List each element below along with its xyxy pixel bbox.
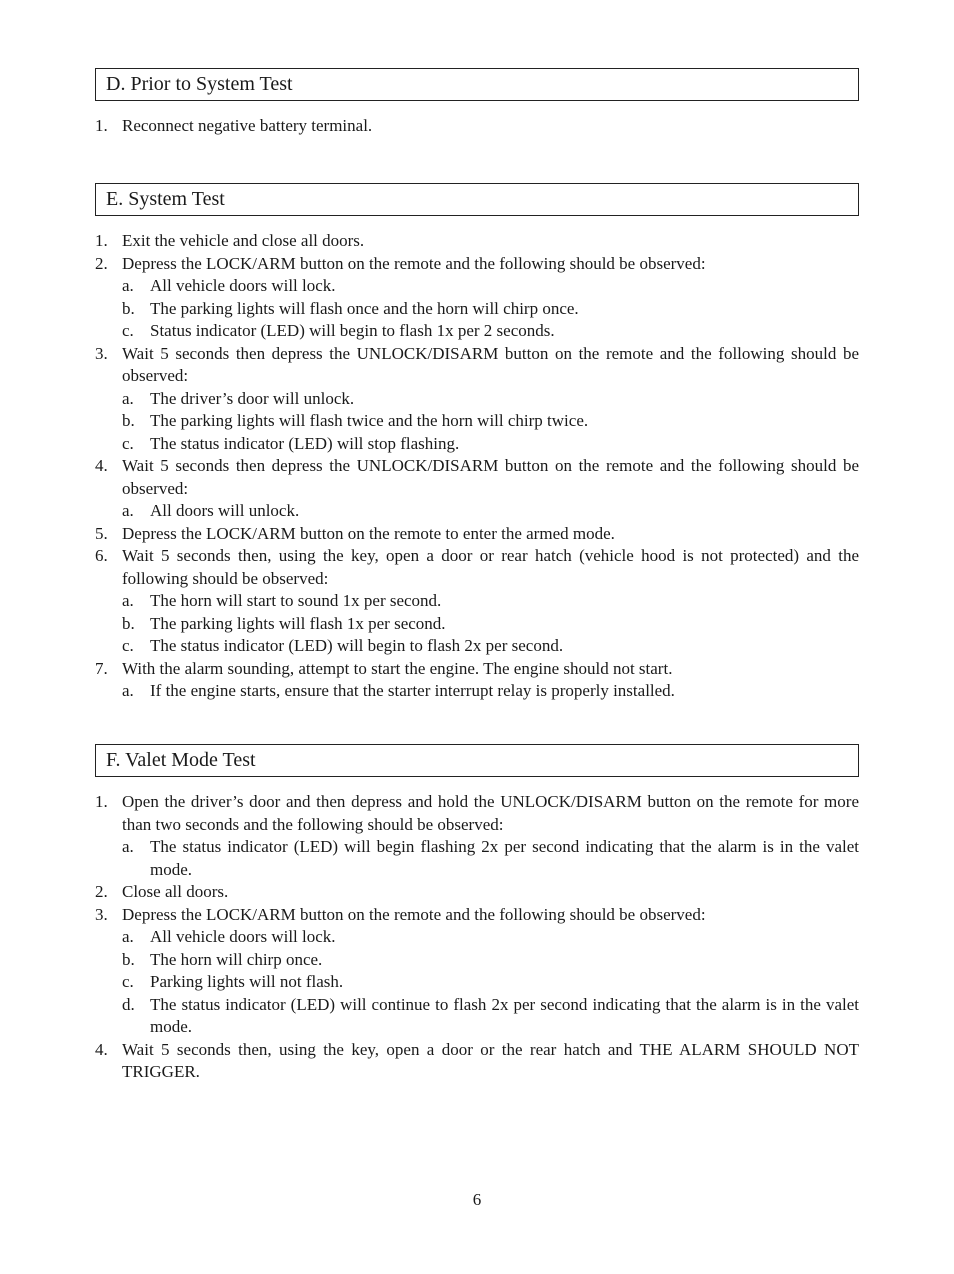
step-list bbox=[95, 791, 859, 1084]
sub-item bbox=[95, 500, 859, 523]
item-number: 1. bbox=[95, 231, 108, 250]
item-number: 3. bbox=[95, 904, 108, 924]
list-item bbox=[95, 904, 859, 927]
sub-item-text: All doors will unlock. bbox=[150, 501, 300, 520]
item-text: Exit the vehicle and close all doors. bbox=[122, 231, 365, 250]
sub-item bbox=[95, 994, 859, 1039]
item-number: 2. bbox=[95, 253, 108, 273]
sub-item-letter: d. bbox=[122, 994, 135, 1014]
list-item bbox=[95, 455, 859, 500]
sub-item-letter: b. bbox=[122, 411, 135, 430]
list-item bbox=[95, 545, 859, 590]
sub-item-text: All vehicle doors will lock. bbox=[150, 927, 336, 946]
sub-item-text: The status indicator (LED) will begin flashing 2x per second indicating that the alarm is in the valet mode. bbox=[150, 837, 859, 879]
sub-item-text: Parking lights will not flash. bbox=[150, 972, 344, 991]
item-text: Depress the LOCK/ARM button on the remote and the following should be observed: bbox=[122, 904, 706, 924]
list-item bbox=[95, 115, 859, 138]
item-number: 6. bbox=[95, 546, 108, 565]
sub-item-text: The status indicator (LED) will continue to flash 2x per second indicating that the alarm is in the valet mode. bbox=[150, 994, 859, 1036]
list-item bbox=[95, 881, 859, 904]
sub-item-letter: a. bbox=[122, 388, 134, 408]
sub-item-letter: c. bbox=[122, 433, 134, 453]
sub-item-text: If the engine starts, ensure that the starter interrupt relay is properly installed. bbox=[150, 681, 675, 700]
sub-item-text: Status indicator (LED) will begin to flash 1x per 2 seconds. bbox=[150, 321, 555, 340]
sub-item-text: The parking lights will flash twice and the horn will chirp twice. bbox=[150, 411, 589, 430]
item-text: Wait 5 seconds then depress the UNLOCK/DISARM button on the remote and the following should be observed: bbox=[122, 456, 859, 498]
sub-item bbox=[95, 275, 859, 298]
sub-item-text: The status indicator (LED) will begin to flash 2x per second. bbox=[150, 636, 564, 655]
sub-item bbox=[95, 590, 859, 613]
item-text: Open the driver’s door and then depress and hold the UNLOCK/DISARM button on the remote for more than two seconds and the following should be observed: bbox=[122, 792, 859, 834]
sub-item-letter: a. bbox=[122, 501, 134, 520]
list-item bbox=[95, 523, 859, 546]
sub-item-text: The status indicator (LED) will stop flashing. bbox=[150, 433, 460, 453]
sub-item-letter: a. bbox=[122, 927, 134, 946]
sub-item bbox=[95, 680, 859, 703]
step-list bbox=[95, 230, 859, 703]
sub-item bbox=[95, 926, 859, 949]
item-number: 4. bbox=[95, 456, 108, 475]
sub-item bbox=[95, 388, 859, 411]
item-text: With the alarm sounding, attempt to start the engine. The engine should not start. bbox=[122, 658, 673, 678]
section-heading: D. Prior to System Test bbox=[95, 68, 859, 101]
section-system-test bbox=[95, 183, 859, 703]
sub-item bbox=[95, 298, 859, 321]
item-number: 7. bbox=[95, 658, 108, 678]
page-number: 6 bbox=[472, 1190, 482, 1209]
sub-item bbox=[95, 433, 859, 456]
item-text: Close all doors. bbox=[122, 882, 229, 901]
step-list bbox=[95, 115, 859, 138]
item-number: 2. bbox=[95, 882, 108, 901]
sub-item-letter: c. bbox=[122, 972, 134, 991]
sub-item-text: All vehicle doors will lock. bbox=[150, 276, 336, 295]
list-item bbox=[95, 1039, 859, 1084]
list-item bbox=[95, 658, 859, 681]
item-number: 4. bbox=[95, 1039, 108, 1059]
list-item bbox=[95, 230, 859, 253]
sub-item bbox=[95, 320, 859, 343]
item-number: 1. bbox=[95, 792, 108, 811]
sub-item-letter: b. bbox=[122, 613, 135, 633]
sub-item-text: The parking lights will flash once and the horn will chirp once. bbox=[150, 298, 579, 318]
list-item bbox=[95, 253, 859, 276]
section-heading: E. System Test bbox=[95, 183, 859, 216]
sub-item-letter: a. bbox=[122, 837, 134, 856]
section-heading: F. Valet Mode Test bbox=[95, 744, 859, 777]
item-number: 5. bbox=[95, 523, 108, 543]
sub-item-letter: a. bbox=[122, 276, 134, 295]
item-text: Reconnect negative battery terminal. bbox=[122, 116, 373, 135]
sub-item-text: The driver’s door will unlock. bbox=[150, 388, 355, 408]
sub-item bbox=[95, 949, 859, 972]
sub-item bbox=[95, 635, 859, 658]
sub-item bbox=[95, 971, 859, 994]
section-prior-to-system-test bbox=[95, 68, 859, 138]
list-item bbox=[95, 343, 859, 388]
sub-item-text: The horn will start to sound 1x per second. bbox=[150, 591, 442, 610]
sub-item-letter: a. bbox=[122, 681, 134, 700]
item-text: Wait 5 seconds then depress the UNLOCK/DISARM button on the remote and the following should be observed: bbox=[122, 343, 859, 385]
item-number: 1. bbox=[95, 116, 108, 135]
sub-item-text: The parking lights will flash 1x per second. bbox=[150, 613, 446, 633]
section-valet-mode-test bbox=[95, 744, 859, 1084]
item-text: Wait 5 seconds then, using the key, open a door or rear hatch (vehicle hood is not protected) and the following should be observed: bbox=[122, 546, 859, 588]
sub-item-letter: c. bbox=[122, 636, 134, 655]
sub-item-letter: b. bbox=[122, 298, 135, 318]
sub-item-text: The horn will chirp once. bbox=[150, 949, 323, 969]
sub-item-letter: b. bbox=[122, 949, 135, 969]
item-text: Depress the LOCK/ARM button on the remote and the following should be observed: bbox=[122, 253, 706, 273]
item-text: Depress the LOCK/ARM button on the remote to enter the armed mode. bbox=[122, 523, 615, 543]
sub-item-letter: c. bbox=[122, 321, 134, 340]
item-number: 3. bbox=[95, 343, 108, 363]
list-item bbox=[95, 791, 859, 836]
sub-item bbox=[95, 613, 859, 636]
item-text: Wait 5 seconds then, using the key, open a door or the rear hatch and THE ALARM SHOULD NOT TRIGGER. bbox=[122, 1039, 859, 1081]
sub-item bbox=[95, 836, 859, 881]
sub-item-letter: a. bbox=[122, 591, 134, 610]
sub-item bbox=[95, 410, 859, 433]
